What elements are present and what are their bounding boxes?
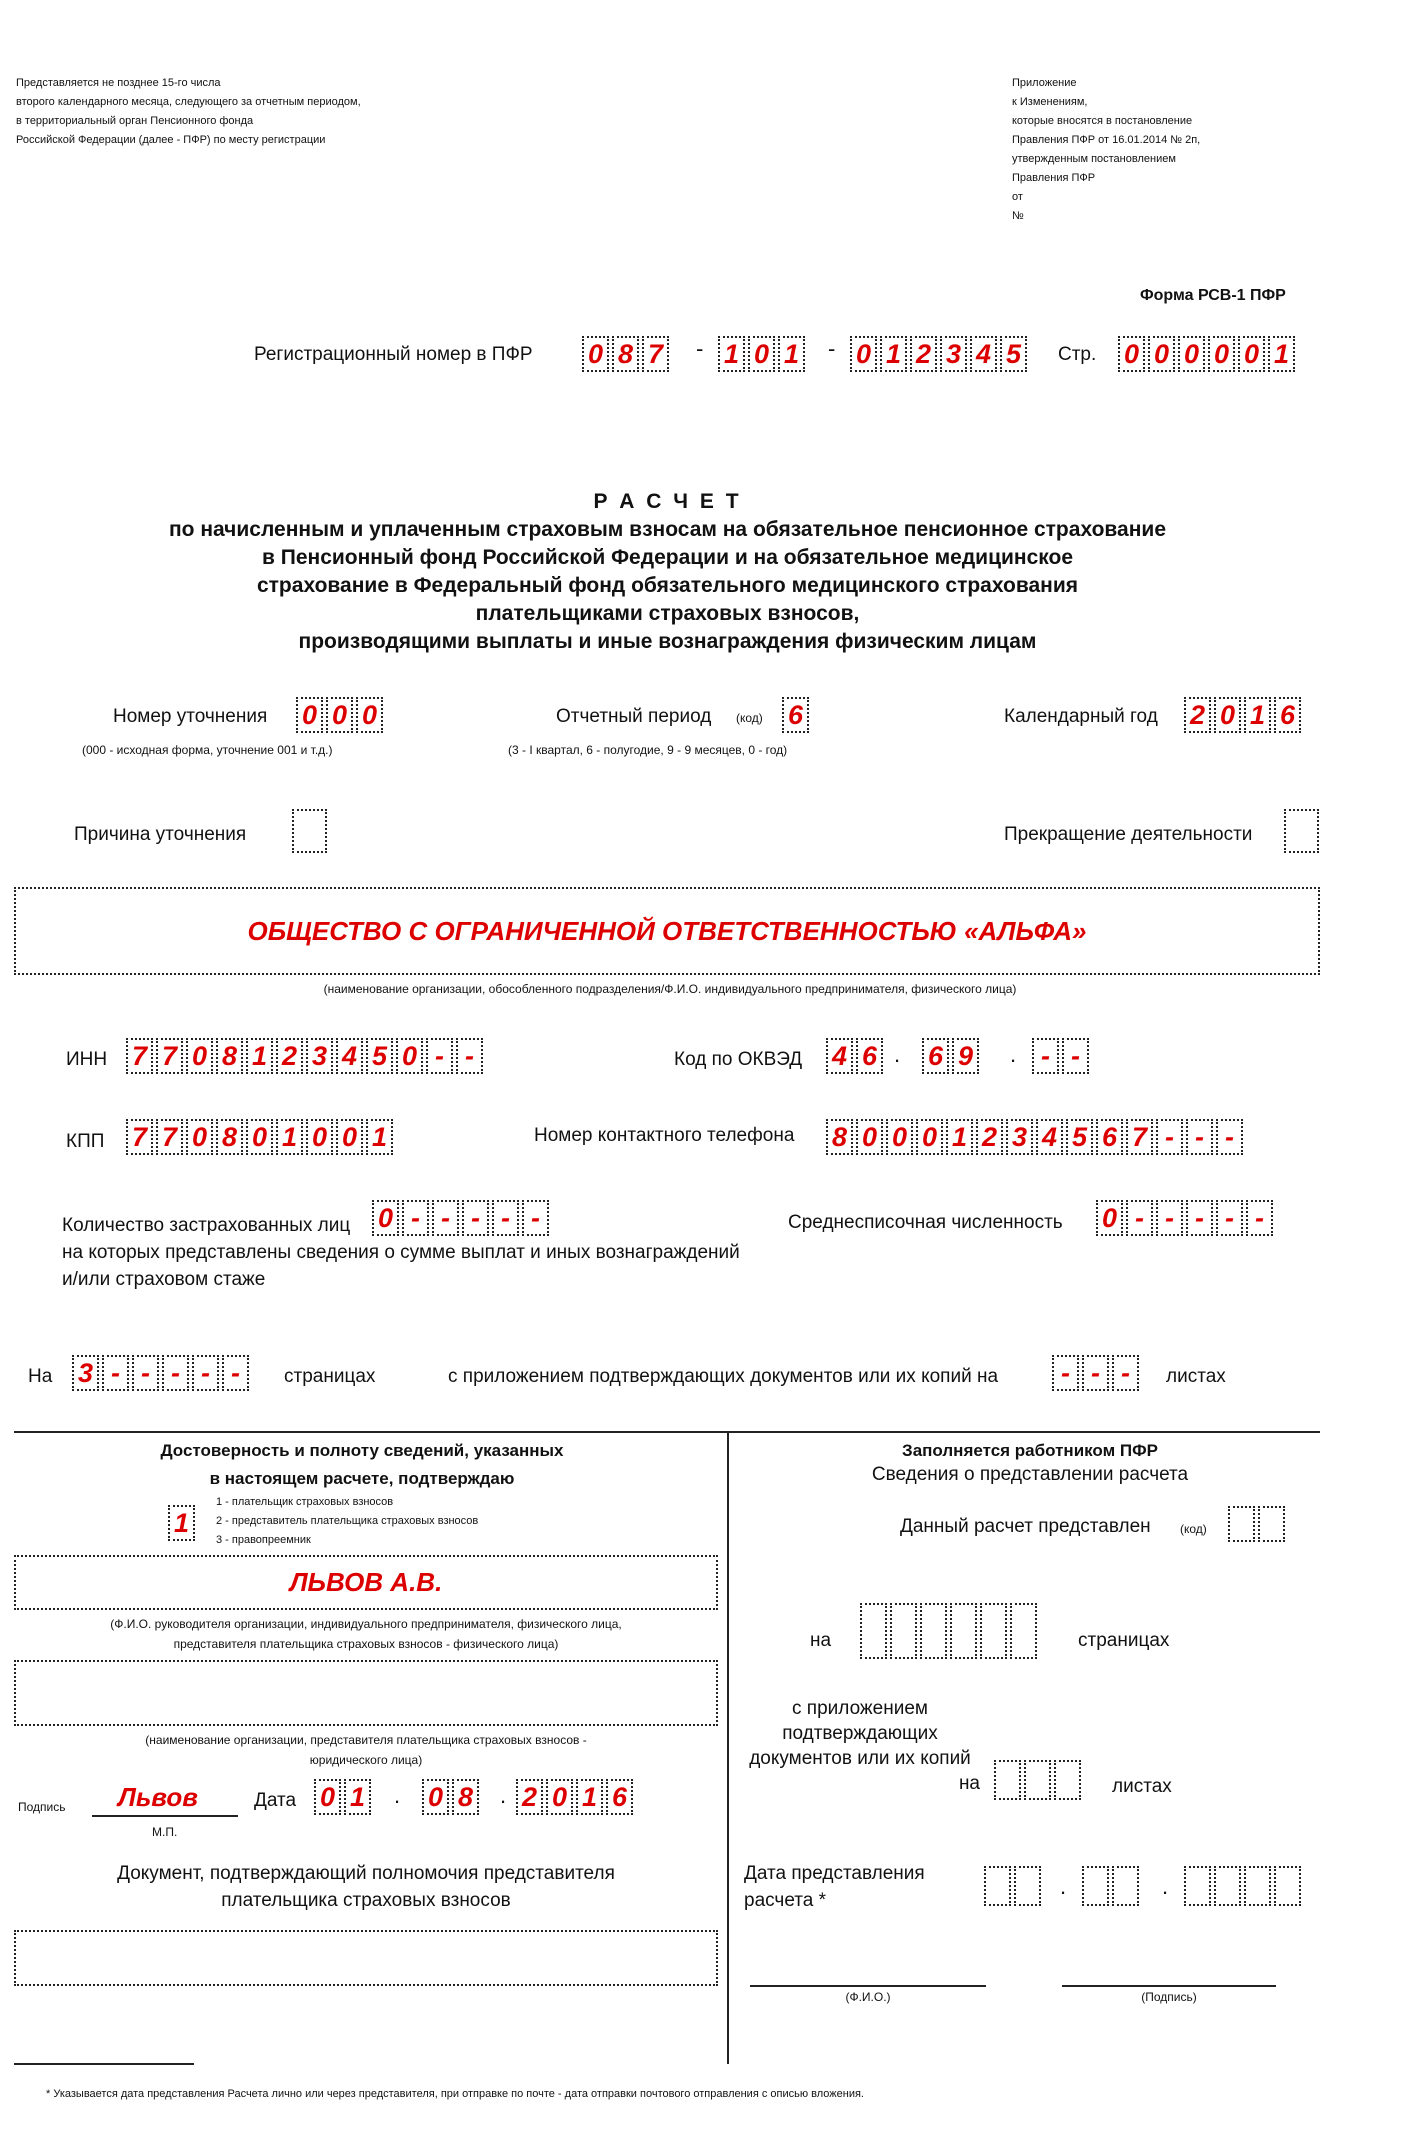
cell: 6: [922, 1038, 949, 1074]
pfr-fio-label: (Ф.И.О.): [845, 1990, 891, 2004]
org-name: ОБЩЕСТВО С ОГРАНИЧЕННОЙ ОТВЕТСТВЕННОСТЬЮ «АЛЬФА»: [247, 915, 1087, 946]
confirm-title: [14, 1437, 710, 1493]
title-line: производящими выплаты и иные вознаграждения физическим лицам: [298, 630, 1037, 653]
cell: 1: [1268, 336, 1295, 372]
cell: [1228, 1506, 1255, 1542]
cell: 2: [976, 1119, 1003, 1155]
cell: [1274, 1866, 1301, 1906]
cell: 6: [1096, 1119, 1123, 1155]
cell: -: [1032, 1038, 1059, 1074]
rep-org-field[interactable]: [14, 1660, 718, 1726]
vertical-divider: [727, 1431, 729, 2064]
cell: 1: [246, 1038, 273, 1074]
cell: 0: [546, 1779, 573, 1815]
pfr-title: Заполняется работником ПФР: [902, 1441, 1158, 1460]
calendar-year[interactable]: [1184, 697, 1304, 733]
pfr-date-year[interactable]: [1184, 1866, 1304, 1906]
header-right-line: Правления ПФР от 16.01.2014 № 2п,: [1012, 134, 1201, 146]
year-label: Календарный год: [1004, 706, 1158, 727]
fio-hint-line: представителя плательщика страховых взносов - физического лица): [173, 1637, 559, 1651]
presented-code-label: (код): [1180, 1522, 1207, 1536]
form-name: Форма РСВ-1 ПФР: [1140, 287, 1286, 304]
cell: -: [402, 1200, 429, 1236]
document-title: [0, 488, 1405, 656]
period-hint: (3 - I квартал, 6 - полугодие, 9 - 9 месяцев, 0 - год): [508, 743, 788, 757]
role-option: 1 - плательщик страховых взносов: [216, 1496, 394, 1508]
pfr-attach-line: подтверждающих: [782, 1723, 938, 1744]
cell: -: [1062, 1038, 1089, 1074]
pfr-attach-line: документов или их копий: [749, 1748, 971, 1769]
cell: 0: [916, 1119, 943, 1155]
insured-line: и/или страховом стаже: [62, 1269, 266, 1290]
pfr-date-line: расчета *: [744, 1890, 826, 1911]
header-left-line: Представляется не позднее 15-го числа: [16, 77, 221, 89]
period-code[interactable]: [782, 697, 812, 733]
cell: 1: [880, 336, 907, 372]
pfr-on-label: на: [810, 1630, 832, 1651]
cell: 1: [168, 1505, 195, 1541]
cell: 8: [612, 336, 639, 372]
cell: [1082, 1866, 1109, 1906]
cell: -: [192, 1355, 219, 1391]
header-right-line: Приложение: [1012, 77, 1077, 89]
header-left-note: [16, 74, 616, 150]
okved-part2[interactable]: [922, 1038, 982, 1074]
cell: -: [1112, 1355, 1139, 1391]
presented-code[interactable]: [1228, 1506, 1288, 1542]
cell: -: [522, 1200, 549, 1236]
cell: 0: [296, 697, 323, 733]
inn-label: ИНН: [66, 1049, 108, 1070]
cell: 4: [970, 336, 997, 372]
signature-label: Подпись: [18, 1800, 66, 1814]
cell: 0: [246, 1119, 273, 1155]
insured-count[interactable]: [372, 1200, 552, 1236]
confirm-title-line: Достоверность и полноту сведений, указанных: [160, 1441, 564, 1460]
termination-label: Прекращение деятельности: [1004, 824, 1253, 845]
cell: 1: [344, 1779, 371, 1815]
cell: 0: [748, 336, 775, 372]
rep-org-hint: [14, 1730, 718, 1770]
cell: 0: [186, 1038, 213, 1074]
cell: 9: [952, 1038, 979, 1074]
header-left-line: второго календарного месяца, следующего за отчетным периодом,: [16, 96, 361, 108]
period-code-label: (код): [736, 711, 763, 725]
title-line: в Пенсионный фонд Российской Федерации и на обязательное медицинское: [262, 546, 1073, 569]
cell: 4: [826, 1038, 853, 1074]
reg-dash: -: [696, 336, 704, 361]
authority-doc-line: плательщика страховых взносов: [221, 1890, 511, 1911]
pfr-date-day[interactable]: [984, 1866, 1044, 1906]
cell: 1: [1244, 697, 1271, 733]
signer-fio: ЛЬВОВ А.В.: [289, 1567, 443, 1597]
cell: -: [222, 1355, 249, 1391]
date-dot: .: [1162, 1874, 1169, 1899]
signature-value: Львов: [118, 1782, 198, 1812]
reg-number-label: Регистрационный номер в ПФР: [254, 344, 533, 365]
attach-label: с приложением подтверждающих документов или их копий на: [448, 1366, 999, 1387]
title-line: страхование в Федеральный фонд обязательного медицинского страхования: [256, 574, 1079, 597]
cell: [1112, 1866, 1139, 1906]
fio-hint: [14, 1614, 718, 1654]
header-right-line: к Изменениям,: [1012, 96, 1088, 108]
header-right-line: Правления ПФР: [1012, 172, 1096, 184]
cell: 5: [1066, 1119, 1093, 1155]
header-right-line: которые вносятся в постановление: [1012, 115, 1193, 127]
reason-label: Причина уточнения: [74, 824, 247, 845]
pfr-sheets-label: листах: [1112, 1776, 1172, 1797]
cell: 8: [452, 1779, 479, 1815]
cell: 0: [856, 1119, 883, 1155]
cell: 0: [1214, 697, 1241, 733]
cell: 1: [778, 336, 805, 372]
header-left-line: в территориальный орган Пенсионного фонда: [16, 115, 254, 127]
cell: 8: [216, 1119, 243, 1155]
cell: [950, 1603, 977, 1659]
reg-dash: -: [828, 336, 836, 361]
cell: -: [432, 1200, 459, 1236]
cell: [920, 1603, 947, 1659]
header-right-line: №: [1012, 210, 1024, 222]
cell: -: [1216, 1200, 1243, 1236]
role-code[interactable]: [168, 1505, 198, 1541]
pfr-fio-line: [750, 1985, 986, 1987]
confirm-title-line: в настоящем расчете, подтверждаю: [209, 1469, 515, 1488]
presented-label: Данный расчет представлен: [900, 1516, 1151, 1537]
page-label: Стр.: [1058, 344, 1097, 365]
rep-org-hint-line: (наименование организации, представителя плательщика страховых взносов -: [145, 1733, 587, 1747]
cell: -: [1126, 1200, 1153, 1236]
cell: 2: [1184, 697, 1211, 733]
pfr-attach: [740, 1696, 980, 1796]
cell: [1014, 1866, 1041, 1906]
cell: 7: [126, 1119, 153, 1155]
authority-doc-line: Документ, подтверждающий полномочия представителя: [117, 1863, 615, 1884]
okved-part1[interactable]: [826, 1038, 886, 1074]
footnote: * Указывается дата представления Расчета лично или через представителя, при отправке по почте - дата отправки почтового отправления с описью вложения.: [46, 2088, 864, 2100]
signer-fio-field[interactable]: [14, 1555, 718, 1610]
cell: 3: [306, 1038, 333, 1074]
pfr-attach-count[interactable]: [994, 1760, 1084, 1800]
cell: [292, 809, 327, 853]
cell: [1244, 1866, 1271, 1906]
cell: -: [1156, 1200, 1183, 1236]
cell: 0: [1118, 336, 1145, 372]
phone-label: Номер контактного телефона: [534, 1125, 795, 1146]
pfr-sign-label: (Подпись): [1141, 1990, 1197, 2004]
footnote-rule: [14, 2063, 194, 2065]
pfr-date-label: [744, 1860, 925, 1914]
cell: 0: [422, 1779, 449, 1815]
cell: 7: [156, 1119, 183, 1155]
sign-date-day[interactable]: [314, 1779, 374, 1815]
cell: 1: [946, 1119, 973, 1155]
pages-suffix: страницах: [284, 1366, 376, 1387]
okved-dot: .: [1010, 1042, 1017, 1067]
cell: 0: [326, 697, 353, 733]
cell: 4: [336, 1038, 363, 1074]
pfr-attach-line: с приложением: [792, 1698, 928, 1719]
cell: 0: [1178, 336, 1205, 372]
cell: -: [1156, 1119, 1183, 1155]
pfr-date-month[interactable]: [1082, 1866, 1142, 1906]
cell: -: [1082, 1355, 1109, 1391]
pfr-pages-label: страницах: [1078, 1630, 1170, 1651]
pfr-sign-line: [1062, 1985, 1276, 1987]
cell: 5: [366, 1038, 393, 1074]
signature-line: [92, 1815, 238, 1817]
cell: 1: [276, 1119, 303, 1155]
cell: 0: [886, 1119, 913, 1155]
cell: 1: [718, 336, 745, 372]
cell: 4: [1036, 1119, 1063, 1155]
cell: 6: [1274, 697, 1301, 733]
period-label: Отчетный период: [556, 706, 712, 727]
inn-field[interactable]: [126, 1038, 486, 1074]
header-left-line: Российской Федерации (далее - ПФР) по месту регистрации: [16, 134, 326, 146]
cell: 0: [1096, 1200, 1123, 1236]
cell: -: [132, 1355, 159, 1391]
cell: 0: [336, 1119, 363, 1155]
phone-field[interactable]: [826, 1119, 1246, 1155]
title-line: плательщиками страховых взносов,: [475, 602, 860, 625]
attach-sheets: листах: [1166, 1366, 1226, 1387]
correction-hint: (000 - исходная форма, уточнение 001 и т.д.): [82, 743, 333, 757]
cell: -: [462, 1200, 489, 1236]
cell: -: [102, 1355, 129, 1391]
cell: [1214, 1866, 1241, 1906]
avg-count[interactable]: [1096, 1200, 1276, 1236]
role-option: 3 - правопреемник: [216, 1534, 311, 1546]
cell: 3: [940, 336, 967, 372]
cell: -: [1216, 1119, 1243, 1155]
cell: -: [1246, 1200, 1273, 1236]
rep-org-hint-line: юридического лица): [309, 1753, 423, 1767]
cell: 2: [276, 1038, 303, 1074]
cell: 7: [1126, 1119, 1153, 1155]
pfr-date-line: Дата представления: [744, 1863, 925, 1884]
cell: 7: [156, 1038, 183, 1074]
cell: 0: [582, 336, 609, 372]
reg-part2: [718, 336, 808, 372]
date-dot: .: [500, 1783, 507, 1808]
cell: 0: [306, 1119, 333, 1155]
cell: [1184, 1866, 1211, 1906]
correction-number[interactable]: [296, 697, 386, 733]
cell: [1024, 1760, 1051, 1800]
pfr-pages[interactable]: [860, 1603, 1040, 1659]
cell: -: [162, 1355, 189, 1391]
insured-line: на которых представлены сведения о сумме выплат и иных вознаграждений: [62, 1242, 740, 1263]
cell: 6: [606, 1779, 633, 1815]
cell: 0: [186, 1119, 213, 1155]
sign-date-month[interactable]: [422, 1779, 482, 1815]
cell: 0: [372, 1200, 399, 1236]
reason-box[interactable]: [292, 809, 330, 853]
cell: 1: [366, 1119, 393, 1155]
cell: -: [1186, 1119, 1213, 1155]
header-right-line: утвержденным постановлением: [1012, 153, 1176, 165]
cell: 7: [126, 1038, 153, 1074]
section-divider: [14, 1431, 1320, 1433]
org-hint: (наименование организации, обособленного подразделения/Ф.И.О. индивидуального предпринимателя, физического лица): [323, 982, 1017, 996]
title-heading: Р А С Ч Е Т: [593, 490, 742, 513]
cell: -: [1052, 1355, 1079, 1391]
cell: 0: [1238, 336, 1265, 372]
avg-label: Среднесписочная численность: [788, 1212, 1063, 1233]
cell: 2: [910, 336, 937, 372]
okved-dot: .: [894, 1042, 901, 1067]
insured-line: Количество застрахованных лиц: [62, 1215, 351, 1236]
authority-doc-label: [14, 1860, 718, 1914]
reg-part1: [582, 336, 672, 372]
cell: [1258, 1506, 1285, 1542]
pfr-attach-line: на: [958, 1773, 980, 1794]
cell: 0: [850, 336, 877, 372]
cell: -: [426, 1038, 453, 1074]
cell: 1: [576, 1779, 603, 1815]
cell: [1054, 1760, 1081, 1800]
okved-label: Код по ОКВЭД: [674, 1049, 803, 1070]
okved-part3[interactable]: [1032, 1038, 1092, 1074]
pages-count[interactable]: [72, 1355, 252, 1391]
page-number: [1118, 336, 1298, 372]
attach-count[interactable]: [1052, 1355, 1142, 1391]
cell: [984, 1866, 1011, 1906]
correction-label: Номер уточнения: [113, 706, 268, 727]
cell: 0: [1148, 336, 1175, 372]
cell: 5: [1000, 336, 1027, 372]
cell: 3: [72, 1355, 99, 1391]
cell: -: [492, 1200, 519, 1236]
authority-doc-field[interactable]: [14, 1930, 718, 1986]
cell: -: [456, 1038, 483, 1074]
cell: 0: [356, 697, 383, 733]
header-right-line: от: [1012, 191, 1023, 203]
cell: [1284, 809, 1319, 853]
kpp-label: КПП: [66, 1131, 105, 1152]
cell: 2: [516, 1779, 543, 1815]
cell: -: [1186, 1200, 1213, 1236]
cell: [860, 1603, 887, 1659]
cell: 0: [314, 1779, 341, 1815]
cell: 0: [396, 1038, 423, 1074]
pages-prefix: На: [28, 1366, 53, 1387]
role-options: [216, 1493, 478, 1550]
role-option: 2 - представитель плательщика страховых взносов: [216, 1515, 479, 1527]
cell: [980, 1603, 1007, 1659]
kpp-field[interactable]: [126, 1119, 396, 1155]
pfr-sub: Сведения о представлении расчета: [871, 1464, 1189, 1485]
cell: 8: [216, 1038, 243, 1074]
cell: 6: [856, 1038, 883, 1074]
cell: 3: [1006, 1119, 1033, 1155]
cell: 0: [1208, 336, 1235, 372]
cell: [1010, 1603, 1037, 1659]
cell: 8: [826, 1119, 853, 1155]
date-dot: .: [1060, 1874, 1067, 1899]
cell: 6: [782, 697, 809, 733]
termination-box[interactable]: [1284, 809, 1322, 853]
date-dot: .: [394, 1783, 401, 1808]
date-label: Дата: [254, 1790, 297, 1811]
cell: 7: [642, 336, 669, 372]
cell: [890, 1603, 917, 1659]
header-right-note: [1012, 74, 1392, 226]
title-line: по начисленным и уплаченным страховым взносам на обязательное пенсионное страхование: [168, 518, 1167, 541]
sign-date-year[interactable]: [516, 1779, 636, 1815]
fio-hint-line: (Ф.И.О. руководителя организации, индивидуального предпринимателя, физического лица,: [110, 1617, 622, 1631]
cell: [994, 1760, 1021, 1800]
org-name-field[interactable]: [14, 887, 1320, 975]
stamp-place: М.П.: [152, 1825, 178, 1839]
reg-part3: [850, 336, 1030, 372]
